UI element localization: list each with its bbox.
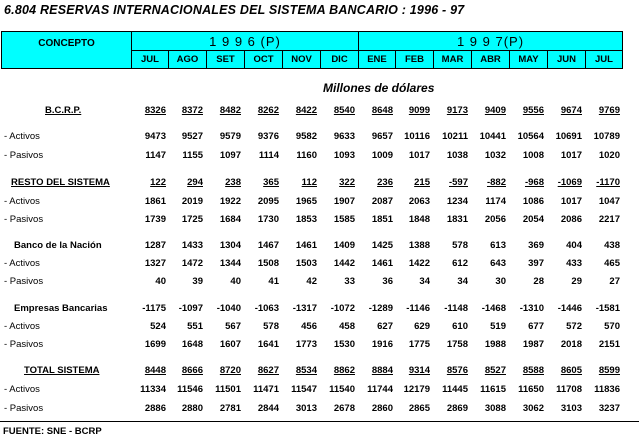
table-row <box>0 131 639 145</box>
table-cell: -968 <box>524 177 544 188</box>
table-cell: 10564 <box>517 131 544 142</box>
table-cell: -1289 <box>368 303 393 314</box>
table-cell: 9409 <box>484 105 506 116</box>
table-row <box>0 321 639 335</box>
row-label: - Pasivos <box>4 339 44 350</box>
table-cell: 519 <box>490 321 506 332</box>
row-label: TOTAL SISTEMA <box>24 365 100 376</box>
row-label: RESTO DEL SISTEMA <box>11 177 110 188</box>
table-cell: 9473 <box>144 131 166 142</box>
table-cell: 1422 <box>408 258 430 269</box>
table-cell: 294 <box>187 177 203 188</box>
table-cell: 1409 <box>333 240 355 251</box>
table-cell: 11471 <box>253 384 279 395</box>
table-cell: 1848 <box>408 214 430 225</box>
table-cell: 3088 <box>484 403 506 414</box>
table-cell: 1114 <box>258 150 279 161</box>
table-cell: 9314 <box>408 365 430 376</box>
table-cell: 29 <box>571 276 582 287</box>
table-cell: -1170 <box>596 177 620 188</box>
table-cell: 8862 <box>333 365 355 376</box>
table-cell: 122 <box>150 177 166 188</box>
table-cell: 1916 <box>371 339 393 350</box>
table-cell: 1461 <box>371 258 393 269</box>
table-cell: -1317 <box>292 303 317 314</box>
table-cell: 8372 <box>181 105 203 116</box>
table-cell: 9099 <box>408 105 430 116</box>
table-cell: 11615 <box>480 384 506 395</box>
table-title: 6.804 RESERVAS INTERNACIONALES DEL SISTEMA BANCARIO : 1996 - 97 <box>4 3 465 17</box>
table-cell: 524 <box>150 321 166 332</box>
table-cell: 572 <box>566 321 582 332</box>
table-cell: 570 <box>604 321 620 332</box>
table-cell: 2087 <box>371 196 393 207</box>
table-cell: 1327 <box>144 258 166 269</box>
month-header: ENE <box>359 51 396 69</box>
table-cell: 9527 <box>181 131 203 142</box>
table-cell: 1287 <box>144 240 166 251</box>
table-cell: 9657 <box>371 131 393 142</box>
table-cell: 9769 <box>598 105 620 116</box>
table-cell: 236 <box>377 177 393 188</box>
table-cell: 1008 <box>522 150 544 161</box>
table-row <box>0 150 639 164</box>
table-cell: 41 <box>268 276 279 287</box>
table-cell: 112 <box>301 177 317 188</box>
table-cell: 9579 <box>219 131 241 142</box>
table-cell: 30 <box>495 276 506 287</box>
table-cell: 643 <box>490 258 506 269</box>
table-cell: 1093 <box>333 150 355 161</box>
table-cell: 10211 <box>442 131 468 142</box>
table-cell: 1032 <box>484 150 506 161</box>
row-label: B.C.R.P. <box>45 105 82 116</box>
table-cell: 3103 <box>560 403 582 414</box>
month-header: AGO <box>169 51 207 69</box>
table-cell: 9376 <box>257 131 279 142</box>
table-cell: 1304 <box>219 240 241 251</box>
table-cell: -1468 <box>481 303 506 314</box>
month-header: OCT <box>245 51 283 69</box>
month-header: MAR <box>434 51 472 69</box>
table-cell: 1020 <box>598 150 620 161</box>
table-cell: 11501 <box>215 384 241 395</box>
year-1997-header: 1 9 9 7(P) <box>359 32 623 51</box>
row-label: Banco de la Nación <box>14 240 102 251</box>
table-cell: 1467 <box>257 240 279 251</box>
row-label: Empresas Bancarias <box>14 303 108 314</box>
table-cell: 677 <box>528 321 544 332</box>
table-cell: 1987 <box>522 339 544 350</box>
table-row <box>0 240 639 254</box>
table-cell: 3237 <box>598 403 620 414</box>
table-cell: 1988 <box>484 339 506 350</box>
table-cell: 11744 <box>367 384 393 395</box>
table-cell: 1344 <box>219 258 241 269</box>
concepto-header: CONCEPTO <box>2 32 132 69</box>
table-row <box>0 365 639 379</box>
table-cell: 1607 <box>219 339 241 350</box>
table-cell: 2781 <box>219 403 241 414</box>
table-cell: 2056 <box>484 214 506 225</box>
table-cell: 1086 <box>522 196 544 207</box>
table-cell: 11445 <box>442 384 468 395</box>
table-cell: 3062 <box>522 403 544 414</box>
table-cell: -1146 <box>406 303 430 314</box>
table-cell: 1442 <box>333 258 355 269</box>
table-cell: 2865 <box>408 403 430 414</box>
table-cell: 8588 <box>522 365 544 376</box>
table-cell: 1861 <box>144 196 166 207</box>
table-cell: 2054 <box>522 214 544 225</box>
table-cell: -1069 <box>557 177 582 188</box>
table-cell: 1775 <box>408 339 430 350</box>
month-header: JUL <box>132 51 169 69</box>
table-cell: 2217 <box>598 214 620 225</box>
table-cell: 12179 <box>403 384 430 395</box>
table-cell: 629 <box>414 321 430 332</box>
table-cell: 2880 <box>181 403 203 414</box>
table-cell: 1155 <box>182 150 203 161</box>
table-cell: 8540 <box>333 105 355 116</box>
table-cell: 8627 <box>257 365 279 376</box>
table-cell: 1017 <box>560 150 582 161</box>
table-cell: 1503 <box>295 258 317 269</box>
row-label: - Activos <box>4 196 40 207</box>
table-cell: 9582 <box>295 131 317 142</box>
table-cell: 2063 <box>408 196 430 207</box>
table-cell: 2860 <box>371 403 393 414</box>
table-cell: 10116 <box>404 131 430 142</box>
table-cell: 322 <box>339 177 355 188</box>
table-cell: 11334 <box>140 384 166 395</box>
table-cell: 1530 <box>333 339 355 350</box>
table-cell: 10789 <box>593 131 620 142</box>
table-cell: 8422 <box>295 105 317 116</box>
table-cell: 1147 <box>145 150 166 161</box>
bottom-rule <box>0 421 639 422</box>
table-cell: 1648 <box>181 339 203 350</box>
table-cell: 33 <box>344 276 355 287</box>
table-cell: 1641 <box>257 339 279 350</box>
table-cell: 8648 <box>371 105 393 116</box>
table-row <box>0 177 639 191</box>
table-cell: 238 <box>225 177 241 188</box>
table-cell: -1097 <box>178 303 203 314</box>
table-cell: 1472 <box>181 258 203 269</box>
table-cell: 613 <box>490 240 506 251</box>
table-cell: 8527 <box>484 365 506 376</box>
table-cell: 1725 <box>181 214 203 225</box>
table-cell: 404 <box>566 240 582 251</box>
table-cell: 1965 <box>295 196 317 207</box>
table-cell: 8448 <box>144 365 166 376</box>
table-cell: 1853 <box>295 214 317 225</box>
table-cell: -882 <box>486 177 506 188</box>
table-cell: 2095 <box>257 196 279 207</box>
table-cell: -1148 <box>444 303 468 314</box>
table-cell: -1040 <box>216 303 241 314</box>
table-cell: 627 <box>377 321 393 332</box>
table-cell: 1425 <box>371 240 393 251</box>
table-row <box>0 258 639 272</box>
year-1996-header: 1 9 9 6 (P) <box>132 32 359 51</box>
table-cell: 1009 <box>371 150 393 161</box>
table-cell: 1684 <box>219 214 241 225</box>
table-cell: 2151 <box>598 339 620 350</box>
table-cell: 365 <box>263 177 279 188</box>
row-label: - Activos <box>4 384 40 395</box>
table-cell: 1758 <box>446 339 468 350</box>
table-cell: 8884 <box>371 365 393 376</box>
table-row <box>0 196 639 210</box>
table-cell: 3013 <box>295 403 317 414</box>
source-note: FUENTE: SNE - BCRP <box>3 426 102 437</box>
table-cell: 8326 <box>144 105 166 116</box>
table-cell: 438 <box>604 240 620 251</box>
table-cell: 2018 <box>560 339 582 350</box>
table-cell: 40 <box>230 276 241 287</box>
table-cell: 551 <box>187 321 203 332</box>
table-cell: 1508 <box>257 258 279 269</box>
table-cell: 27 <box>609 276 620 287</box>
table-cell: 369 <box>528 240 544 251</box>
table-cell: 9674 <box>560 105 582 116</box>
month-header: SET <box>207 51 245 69</box>
table-cell: -597 <box>448 177 468 188</box>
table-cell: 8534 <box>295 365 317 376</box>
table-cell: 8576 <box>446 365 468 376</box>
table-cell: 1017 <box>408 150 430 161</box>
table-cell: 8720 <box>219 365 241 376</box>
table-cell: 8605 <box>560 365 582 376</box>
table-row <box>0 303 639 317</box>
table-cell: 456 <box>301 321 317 332</box>
table-cell: 9173 <box>446 105 468 116</box>
table-cell: 11547 <box>291 384 317 395</box>
table-cell: 11540 <box>329 384 355 395</box>
table-row <box>0 276 639 290</box>
table-cell: 397 <box>528 258 544 269</box>
table-cell: 8262 <box>257 105 279 116</box>
table-cell: 1851 <box>371 214 393 225</box>
table-cell: 433 <box>566 258 582 269</box>
month-header: NOV <box>283 51 321 69</box>
table-cell: 578 <box>263 321 279 332</box>
table-cell: 1017 <box>560 196 582 207</box>
table-cell: 610 <box>452 321 468 332</box>
table-cell: 1730 <box>257 214 279 225</box>
table-cell: 1585 <box>333 214 355 225</box>
table-cell: -1581 <box>595 303 620 314</box>
row-label: - Pasivos <box>4 403 44 414</box>
table-cell: 11708 <box>556 384 582 395</box>
table-row <box>0 384 639 398</box>
row-label: - Pasivos <box>4 276 44 287</box>
table-cell: 1699 <box>144 339 166 350</box>
table-cell: 10691 <box>555 131 582 142</box>
table-cell: 567 <box>225 321 241 332</box>
table-cell: 10441 <box>479 131 506 142</box>
table-cell: -1175 <box>142 303 166 314</box>
table-cell: -1310 <box>519 303 544 314</box>
table-cell: 8599 <box>598 365 620 376</box>
table-cell: 2678 <box>333 403 355 414</box>
table-cell: 1047 <box>598 196 620 207</box>
table-cell: 578 <box>452 240 468 251</box>
table-cell: 1097 <box>219 150 241 161</box>
month-header: MAY <box>510 51 548 69</box>
table-cell: 1922 <box>219 196 241 207</box>
table-cell: 11836 <box>594 384 620 395</box>
row-label: - Pasivos <box>4 214 44 225</box>
table-cell: 2086 <box>560 214 582 225</box>
table-cell: 458 <box>339 321 355 332</box>
table-cell: 1907 <box>333 196 355 207</box>
table-cell: 2869 <box>446 403 468 414</box>
column-header <box>1 31 623 69</box>
table-cell: 28 <box>533 276 544 287</box>
row-label: - Pasivos <box>4 150 44 161</box>
table-cell: 465 <box>604 258 620 269</box>
table-row <box>0 403 639 417</box>
table-cell: 1433 <box>181 240 203 251</box>
table-row <box>0 214 639 228</box>
table-cell: 9556 <box>522 105 544 116</box>
table-cell: -1072 <box>330 303 355 314</box>
table-cell: 1160 <box>296 150 317 161</box>
table-cell: 34 <box>419 276 430 287</box>
row-label: - Activos <box>4 258 40 269</box>
row-label: - Activos <box>4 131 40 142</box>
table-cell: 1388 <box>408 240 430 251</box>
table-row <box>0 339 639 353</box>
table-cell: 34 <box>457 276 468 287</box>
table-cell: 1831 <box>446 214 468 225</box>
table-cell: 8666 <box>181 365 203 376</box>
table-cell: 1773 <box>295 339 317 350</box>
table-cell: 1461 <box>295 240 317 251</box>
table-cell: 2019 <box>181 196 203 207</box>
table-cell: 36 <box>382 276 393 287</box>
month-header: DIC <box>321 51 359 69</box>
table-cell: 11546 <box>177 384 203 395</box>
table-cell: 1234 <box>446 196 468 207</box>
table-cell: 612 <box>452 258 468 269</box>
row-label: - Activos <box>4 321 40 332</box>
table-cell: 215 <box>414 177 430 188</box>
table-cell: 1174 <box>485 196 506 207</box>
month-header: FEB <box>396 51 434 69</box>
table-cell: 2844 <box>257 403 279 414</box>
table-cell: -1063 <box>254 303 279 314</box>
month-header: JUN <box>548 51 586 69</box>
table-cell: 39 <box>192 276 203 287</box>
table-cell: 11650 <box>518 384 544 395</box>
table-cell: -1446 <box>557 303 582 314</box>
table-cell: 2886 <box>144 403 166 414</box>
table-cell: 9633 <box>333 131 355 142</box>
table-cell: 1739 <box>144 214 166 225</box>
table-row <box>0 105 639 119</box>
table-cell: 8482 <box>219 105 241 116</box>
unit-label: Millones de dólares <box>323 81 435 95</box>
month-header: ABR <box>472 51 510 69</box>
table-cell: 40 <box>155 276 166 287</box>
table-cell: 1038 <box>446 150 468 161</box>
table-cell: 42 <box>306 276 317 287</box>
month-header: JUL <box>586 51 623 69</box>
